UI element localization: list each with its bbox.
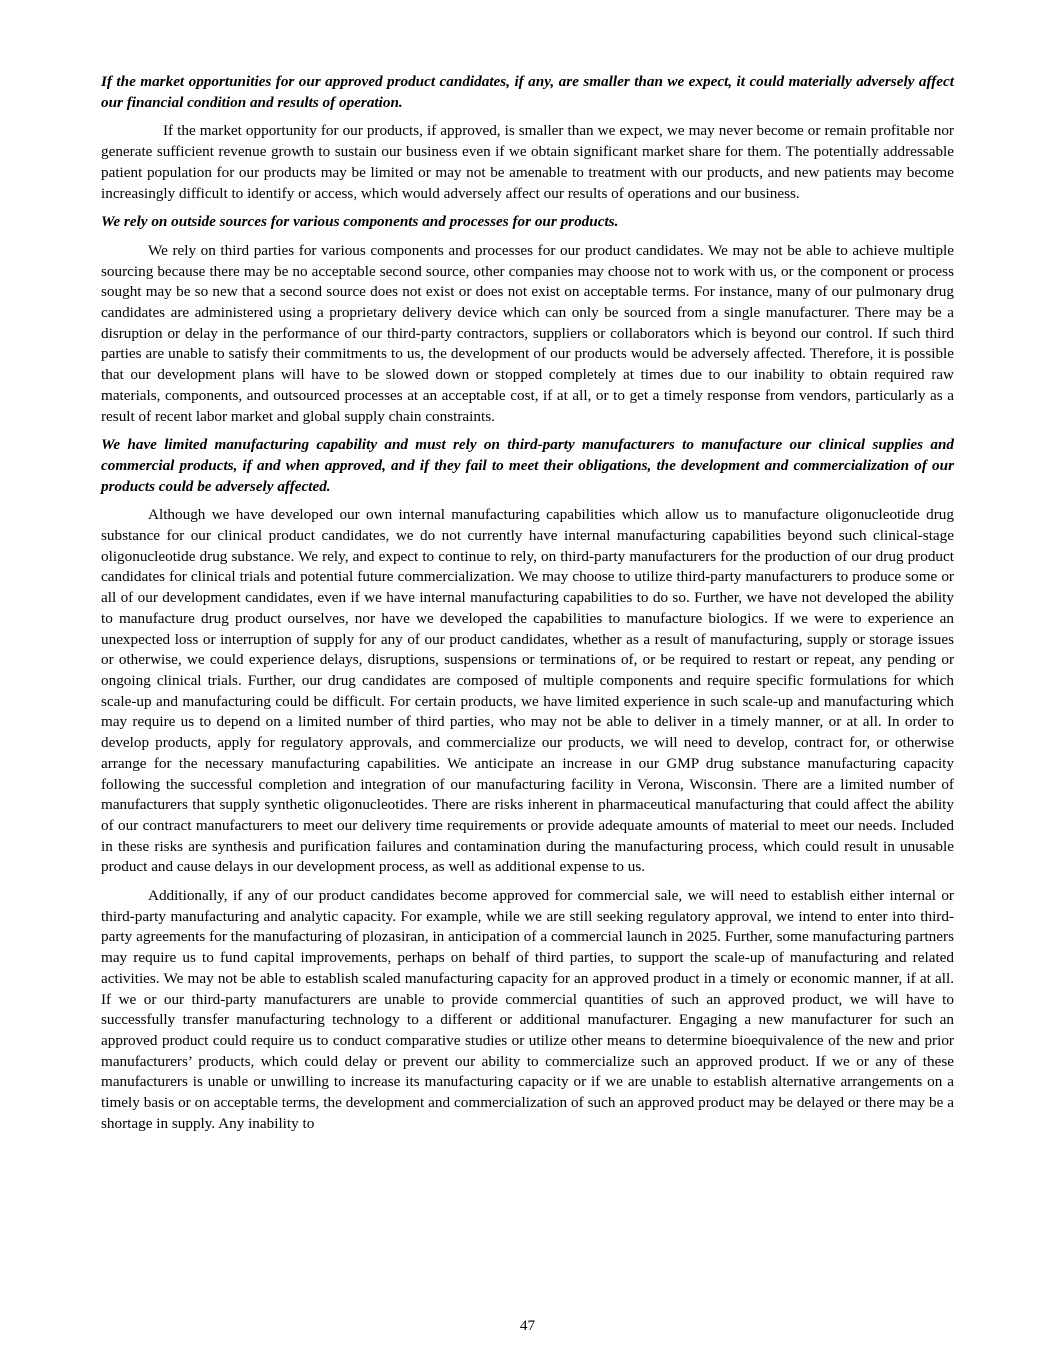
paragraph-third-party-components: We rely on third parties for various components and processes for our product candidates. We may not be able to achieve multiple sourcing because there may be no acceptable second source, other companies may choose not to work with us, or the component or process sought may be so new that a second source does not exist or does not exist on acceptable terms. For instance, many of our pulmonary drug candidates are administered using a proprietary delivery device which can only be sourced from a single manufacturer. There may be a disruption or delay in the performance of our third-party contractors, suppliers or collaborators which is beyond our control. If such third parties are unable to satisfy their commitments to us, the development of our products would be adversely affected. Therefore, it is possible that our development plans will have to be slowed down or stopped completely at times due to our inability to obtain required raw materials, components, and outsourced processes at an acceptable cost, if at all, or to get a timely response from vendors, particularly as a result of recent labor market and global supply chain constraints.: [101, 241, 954, 425]
section-heading-market-opportunities: If the market opportunities for our approved product candidates, if any, are smaller than we expect, it could materially adversely affect our financial condition and results of operation.: [101, 73, 954, 111]
section-heading-manufacturing-capability: We have limited manufacturing capability and must rely on third-party manufacturers to manufacture our clinical supplies and commercial products, if and when approved, and if they fail to meet their obligations, the development and commercialization of our products could be adversely affected.: [101, 436, 954, 495]
paragraph-market-opportunity: If the market opportunity for our products, if approved, is smaller than we expect, we may never become or remain profitable nor generate sufficient revenue growth to sustain our business even if we obtain significant market share for them. The potentially addressable patient population for our products may be limited or may not be amenable to treatment with our products, and new patients may become increasingly difficult to identify or access, which would adversely affect our results of operations and our business.: [101, 122, 954, 202]
document-page: [101, 72, 954, 1142]
section-heading-outside-sources: We rely on outside sources for various components and processes for our products.: [101, 213, 619, 231]
paragraph-internal-manufacturing: Although we have developed our own internal manufacturing capabilities which allow us to manufacture oligonucleotide drug substance for our clinical product candidates, we do not currently have internal manufacturing capabilities beyond such clinical-stage oligonucleotide drug substance. We rely, and expect to continue to rely, on third-party manufacturers for the production of our drug product candidates for clinical trials and potential future commercialization. We may choose to utilize third-party manufacturers to produce some or all of our development candidates, even if we have internal manufacturing capabilities to do so. Further, we have not developed the ability to manufacture drug product ourselves, nor have we developed the capabilities to manufacture biologics. If we were to experience an unexpected loss or interruption of supply for any of our product candidates, whether as a result of manufacturing, supply or storage issues or otherwise, we could experience delays, disruptions, suspensions or terminations of, or be required to restart or repeat, any pending or ongoing clinical trials. Further, our drug candidates are composed of multiple components and require specific formulations for which scale-up and manufacturing could be difficult. For certain products, we have limited experience in such scale-up and manufacturing which may require us to depend on a limited number of third parties, who may not be able to deliver in a timely manner, or at all. In order to develop products, apply for regulatory approvals, and commercialize our products, we will need to develop, contract for, or otherwise arrange for the necessary manufacturing capabilities. We anticipate an increase in our GMP drug substance manufacturing capacity following the successful completion and integration of our manufacturing facility in Verona, Wisconsin. There are a limited number of manufacturers that supply synthetic oligonucleotides. There are risks inherent in pharmaceutical manufacturing that could affect the ability of our contract manufacturers to meet our delivery time requirements or provide adequate amounts of material to meet our needs. Included in these risks are synthesis and purification failures and contamination during the manufacturing process, which could result in unusable product and cause delays in our development process, as well as additional expense to us.: [101, 506, 954, 876]
paragraph-commercial-manufacturing: Additionally, if any of our product candidates become approved for commercial sale, we will need to establish either internal or third-party manufacturing and analytic capacity. For example, while we are still seeking regulatory approval, we intend to enter into third-party agreements for the manufacturing of plozasiran, in anticipation of a commercial launch in 2025. Further, some manufacturing partners may require us to fund capital improvements, perhaps on behalf of third parties, to support the scale-up of manufacturing and related activities. We may not be able to establish scaled manufacturing capacity for an approved product in a timely or economic manner, if at all. If we or our third-party manufacturers are unable to provide commercial quantities of such an approved product, we will have to successfully transfer manufacturing technology to a different or additional manufacturer. Engaging a new manufacturer for such an approved product could require us to conduct comparative studies or utilize other means to determine bioequivalence of the new and prior manufacturers’ products, which could delay or prevent our ability to commercialize such an approved product. If we or any of these manufacturers is unable or unwilling to increase its manufacturing capacity or if we are unable to establish alternative arrangements on a timely basis or on acceptable terms, the development and commercialization of such an approved product may be delayed or there may be a shortage in supply. Any inability to: [101, 887, 954, 1132]
page-number: 47: [519, 1317, 536, 1334]
